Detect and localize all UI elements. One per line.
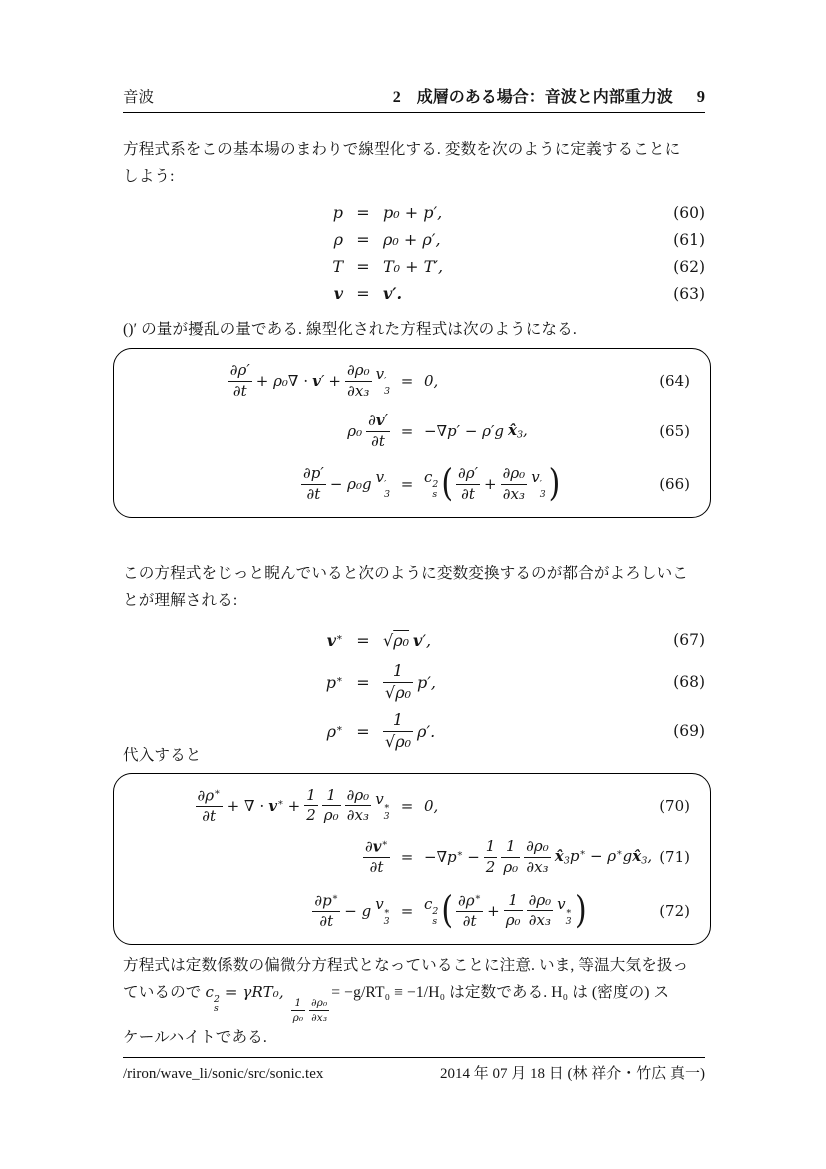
equation-67	[123, 624, 705, 656]
superscript: ∗	[579, 848, 586, 860]
frac-denominator: ∂x₃	[347, 381, 370, 400]
fraction	[383, 662, 413, 702]
radical-icon: √	[385, 731, 396, 751]
equation-group-definitions	[123, 199, 705, 307]
sup-sub-stack	[384, 802, 390, 822]
superscript: ∗	[277, 797, 284, 809]
paragraph-perturbation	[123, 316, 705, 343]
subscript: 3	[563, 855, 570, 867]
math-token: 0,	[424, 372, 439, 390]
vector-v: v	[372, 837, 382, 856]
sup-sub-stack	[384, 907, 390, 927]
math-token: −	[467, 848, 480, 866]
variable-v: v	[375, 468, 385, 487]
text-line: 方程式は定数係数の偏微分方程式となっていることに注意. いま, 等温大気を扱っ	[123, 957, 689, 974]
equation-64	[130, 359, 690, 403]
sqrt-expression	[383, 631, 409, 650]
equals-sign: =	[356, 672, 370, 692]
math-token	[508, 421, 528, 440]
text-line: ケールハイトである.	[123, 1029, 267, 1047]
equation-63	[123, 280, 705, 307]
math-token	[312, 372, 324, 390]
math-token: +	[287, 796, 301, 815]
text-line: この方程式をじっと睨んでいると次のように変数変換するのが都合がよろしいこ	[123, 565, 688, 582]
subscript: 3	[565, 916, 572, 928]
superscript: ′	[539, 479, 542, 491]
variable-v: v	[531, 468, 540, 487]
equals-sign: =	[400, 848, 414, 866]
equation-number: (69)	[673, 722, 705, 740]
frac-denominator: ∂t	[306, 484, 321, 503]
math-token: p₀ + p′,	[383, 203, 443, 222]
superscript: ∗	[336, 721, 343, 734]
partial-rho: ∂ρ	[197, 786, 215, 805]
equation-box-linearized	[113, 348, 711, 518]
superscript: ′	[384, 376, 387, 388]
page-number: 9	[696, 87, 705, 106]
fraction	[456, 465, 480, 503]
fraction	[524, 838, 551, 876]
frac-numerator: ∂ρ′	[229, 361, 250, 380]
frac-numerator: 1	[392, 710, 404, 730]
fraction	[309, 997, 329, 1024]
variable-v: v	[557, 895, 566, 914]
subscript: 3	[384, 386, 390, 398]
frac-denominator: ∂t	[319, 911, 334, 930]
date-authors: 2014 年 07 月 18 日 (林 祥介・竹広 真一)	[440, 1066, 705, 1082]
superscript: ∗	[214, 787, 221, 799]
equals-sign: =	[356, 230, 370, 249]
frac-denominator: 2	[485, 857, 496, 876]
superscript: ∗	[456, 848, 464, 860]
frac-numerator	[456, 892, 483, 910]
fraction	[363, 838, 390, 876]
equation-number: (68)	[673, 673, 705, 691]
frac-denominator: ∂t	[371, 431, 385, 450]
equation-number: (64)	[659, 372, 690, 390]
superscript: ∗	[336, 672, 343, 685]
variable-p: p	[417, 672, 428, 692]
text-line: ()′ の量が擾乱の量である. 線型化された方程式は次のようになる.	[123, 321, 577, 338]
frac-numerator: ∂ρ₀	[526, 837, 549, 856]
math-token: + ρ₀∇ ⋅	[255, 372, 309, 390]
math-token: v′.	[383, 284, 403, 303]
math-token: ρ₀	[347, 422, 363, 440]
math-token	[417, 673, 436, 692]
variable-p: p	[325, 672, 337, 692]
text-run: = −g/RT₀ ≡ −1/H₀ は定数である. H₀ は (密度の) ス	[331, 984, 670, 1001]
equation-70	[130, 784, 690, 828]
subscript: 3	[516, 429, 524, 441]
frac-denominator: ∂t	[232, 381, 247, 400]
partial: ∂	[368, 411, 376, 430]
fraction	[196, 787, 223, 825]
math-token	[531, 468, 545, 500]
sup-sub-stack	[540, 480, 546, 500]
page-footer	[123, 1062, 705, 1083]
frac-denominator: ρ₀	[505, 911, 521, 930]
math-token: −∇p′ − ρ′g	[424, 421, 504, 440]
fraction	[484, 838, 498, 876]
left-paren: (	[441, 888, 454, 933]
equals-sign: =	[400, 475, 414, 493]
sqrt-arg: ρ₀	[395, 682, 412, 702]
subscript: 3	[383, 916, 390, 928]
equals-sign: =	[400, 902, 414, 920]
unit-vector-x: x̂	[554, 847, 564, 866]
text-line: 方程式系をこの基本場のまわりで線型化する. 変数を次のように定義することに	[123, 141, 681, 158]
superscript: ∗	[383, 801, 390, 813]
frac-denominator: ρ₀	[292, 1011, 304, 1024]
subscript: 3	[383, 811, 390, 823]
header-section-title: 2 成層のある場合：音波と内部重力波	[392, 89, 673, 106]
subscript: s	[432, 489, 438, 501]
vector-v: v	[375, 411, 385, 430]
sup-sub-stack	[432, 480, 438, 500]
math-token: +	[487, 901, 500, 920]
math-token: +	[484, 475, 497, 493]
header-rule	[123, 112, 705, 113]
math-token	[327, 722, 343, 741]
prime: ′	[321, 372, 325, 390]
fraction	[456, 892, 483, 930]
page-header	[123, 84, 705, 107]
math-token	[327, 631, 343, 650]
frac-bar	[309, 1010, 329, 1011]
math-token	[424, 468, 438, 500]
sup-sub-stack	[384, 480, 390, 500]
sound-speed-c: c	[424, 468, 433, 487]
variable-rho: ρ	[417, 721, 427, 741]
equation-72	[130, 886, 690, 936]
fraction	[501, 465, 528, 503]
math-token	[557, 895, 572, 927]
math-token	[424, 848, 463, 866]
variable-rho: ρ	[326, 721, 337, 741]
frac-numerator: 1	[392, 661, 404, 681]
prime: ′,	[422, 630, 432, 650]
sqrt-arg: ρ₀	[393, 630, 410, 650]
equals-sign: =	[356, 257, 370, 276]
equation-65	[130, 409, 690, 453]
vector-v: v	[268, 796, 278, 815]
grad-p: −∇p	[424, 848, 457, 866]
superscript: 2	[432, 479, 439, 491]
frac-denominator: ∂x₃	[526, 857, 549, 876]
paragraph-substitute	[123, 742, 705, 769]
superscript: ∗	[331, 892, 339, 904]
math-token: T₀ + T′,	[383, 257, 444, 276]
equation-number: (72)	[659, 902, 690, 920]
equation-60	[123, 199, 705, 226]
superscript: ∗	[474, 892, 482, 904]
fraction	[501, 838, 520, 876]
frac-numerator: 1	[508, 891, 518, 910]
subscript: s	[213, 1003, 219, 1015]
vector-v: v	[326, 630, 337, 650]
math-token	[555, 847, 586, 866]
equation-number: (61)	[673, 230, 705, 249]
variable-v: v	[375, 790, 384, 809]
frac-denominator: 2	[306, 806, 316, 825]
paragraph-intro	[123, 136, 705, 190]
comma: ,	[647, 847, 653, 866]
frac-numerator: 1	[306, 786, 316, 805]
sup-sub-stack	[384, 377, 390, 397]
math-token	[424, 895, 438, 927]
math-token	[417, 722, 435, 741]
math-token	[205, 983, 220, 1015]
frac-numerator: 1	[485, 837, 496, 856]
unit-vector-x: x̂	[632, 847, 642, 866]
math-token: − ρ₀g	[329, 475, 372, 493]
frac-numerator	[363, 838, 390, 856]
frac-denominator	[383, 684, 413, 702]
superscript: ∗	[565, 906, 572, 918]
fraction	[527, 892, 554, 930]
equation-number: (70)	[659, 797, 690, 815]
header-running-title: 音波	[123, 89, 155, 106]
frac-numerator: 1	[505, 837, 516, 856]
math-token: p	[332, 203, 343, 222]
equation-number: (67)	[673, 631, 705, 649]
frac-denominator: ∂t	[369, 857, 384, 876]
fraction	[291, 997, 306, 1024]
fraction	[301, 465, 326, 503]
fraction	[345, 787, 372, 825]
superscript: ∗	[336, 630, 343, 643]
variable-v: v	[375, 365, 385, 384]
frac-numerator: ∂ρ′	[458, 464, 479, 483]
math-token: = γRT₀,	[220, 983, 289, 1001]
frac-numerator	[312, 892, 340, 910]
variable-v: v	[375, 895, 384, 914]
superscript: 2	[213, 993, 220, 1005]
comma: ,	[523, 421, 528, 440]
vector-v: v	[312, 372, 322, 390]
left-paren: (	[441, 461, 454, 506]
frac-denominator: ∂t	[461, 484, 475, 503]
unit-vector-x: x̂	[507, 421, 517, 440]
text-line: 代入すると	[123, 747, 202, 764]
subscript: 3	[641, 855, 648, 867]
frac-denominator: ∂t	[462, 911, 477, 930]
sound-speed-c: c	[424, 895, 433, 914]
equals-sign: =	[356, 721, 370, 741]
math-token	[375, 790, 390, 822]
superscript: ∗	[383, 906, 390, 918]
equation-61	[123, 226, 705, 253]
fraction	[312, 892, 340, 930]
paragraph-transform	[123, 560, 705, 614]
fraction	[366, 412, 390, 450]
math-token: T	[332, 257, 343, 276]
equation-number: (65)	[659, 422, 690, 440]
math-token	[268, 797, 283, 815]
math-token: ρ₀ + ρ′,	[383, 230, 441, 249]
fraction	[322, 787, 341, 825]
prime: ′,	[427, 672, 436, 692]
frac-denominator: ∂x₃	[502, 484, 526, 503]
frac-numerator: ∂ρ₀	[528, 891, 552, 910]
fraction	[504, 892, 523, 930]
prime: ′	[384, 411, 388, 430]
partial: ∂	[364, 837, 373, 856]
math-token	[590, 847, 652, 866]
equals-sign: =	[400, 372, 414, 390]
minus-rho: − ρ	[589, 847, 617, 866]
equation-62	[123, 253, 705, 280]
math-token: ρ	[333, 230, 343, 249]
subscript: 3	[384, 489, 390, 501]
superscript: ∗	[616, 848, 623, 860]
sound-speed-c: c	[205, 983, 214, 1001]
text-line-with-math	[123, 979, 705, 1024]
variable-g: g	[622, 847, 633, 866]
fraction	[345, 362, 372, 400]
math-token	[376, 468, 390, 500]
equals-sign: =	[356, 203, 370, 222]
math-token	[413, 631, 431, 650]
superscript: ∗	[381, 838, 388, 850]
equals-sign: =	[400, 797, 414, 815]
radical-icon: √	[385, 682, 396, 702]
fraction	[304, 787, 318, 825]
text-run: ているので	[123, 984, 206, 1001]
sup-sub-stack	[566, 907, 572, 927]
text-line: とが理解される:	[123, 592, 238, 609]
frac-bar	[291, 1010, 306, 1011]
sqrt-arg: ρ₀	[395, 731, 412, 751]
right-paren: )	[548, 461, 561, 506]
frac-denominator: ∂t	[202, 806, 216, 825]
source-file-path: /riron/wave_li/sonic/src/sonic.tex	[123, 1066, 324, 1082]
frac-denominator: ∂x₃	[346, 806, 369, 825]
equation-number: (63)	[673, 284, 705, 303]
equation-number: (71)	[659, 848, 690, 866]
frac-denominator: ∂x₃	[311, 1011, 328, 1024]
frac-numerator: ∂p′	[303, 464, 324, 483]
sup-sub-stack	[432, 907, 438, 927]
equals-sign: =	[356, 630, 370, 650]
frac-numerator	[366, 412, 390, 429]
subscript: 3	[539, 489, 546, 501]
frac-numerator: ∂ρ₀	[502, 464, 526, 483]
equation-number: (62)	[673, 257, 705, 276]
equation-number: (66)	[659, 475, 690, 493]
equation-66	[130, 459, 690, 509]
math-token	[326, 673, 343, 692]
partial-rho: ∂ρ	[458, 891, 475, 910]
frac-numerator	[196, 787, 223, 805]
text-line: しよう:	[123, 168, 175, 185]
equation-box-transformed	[113, 773, 711, 945]
frac-denominator: ρ₀	[503, 857, 519, 876]
frac-numerator: ∂ρ₀	[347, 361, 370, 380]
equation-68	[123, 659, 705, 705]
math-token	[375, 895, 390, 927]
fraction	[228, 362, 252, 400]
right-paren: )	[574, 888, 587, 933]
equation-number: (60)	[673, 203, 705, 222]
math-token: 0,	[424, 797, 439, 815]
math-token: v	[333, 284, 343, 303]
footer-rule	[123, 1057, 705, 1058]
equation-group-starred	[123, 624, 705, 754]
equals-sign: =	[356, 284, 370, 303]
equals-sign: =	[400, 422, 414, 440]
frac-numerator: ∂ρ₀	[346, 786, 370, 805]
superscript: 2	[432, 906, 439, 918]
vector-v: v	[413, 630, 423, 650]
math-token: − g	[344, 901, 372, 920]
paragraph-note	[123, 952, 705, 1051]
variable-p: p	[569, 847, 580, 866]
equation-71	[130, 834, 690, 880]
partial-p: ∂p	[314, 891, 332, 910]
subscript: s	[432, 916, 438, 928]
frac-denominator: ρ₀	[323, 806, 339, 825]
radical-icon: √	[383, 630, 394, 650]
prime: ′.	[426, 721, 436, 741]
math-token	[376, 365, 390, 397]
math-token: + ∇ ⋅	[226, 796, 265, 815]
superscript: ′	[384, 479, 387, 491]
math-token: +	[328, 372, 341, 390]
frac-numerator: ∂ρ₀	[311, 996, 328, 1009]
frac-numerator: 1	[326, 786, 336, 805]
frac-numerator: 1	[294, 996, 302, 1009]
frac-denominator: ∂x₃	[528, 911, 551, 930]
